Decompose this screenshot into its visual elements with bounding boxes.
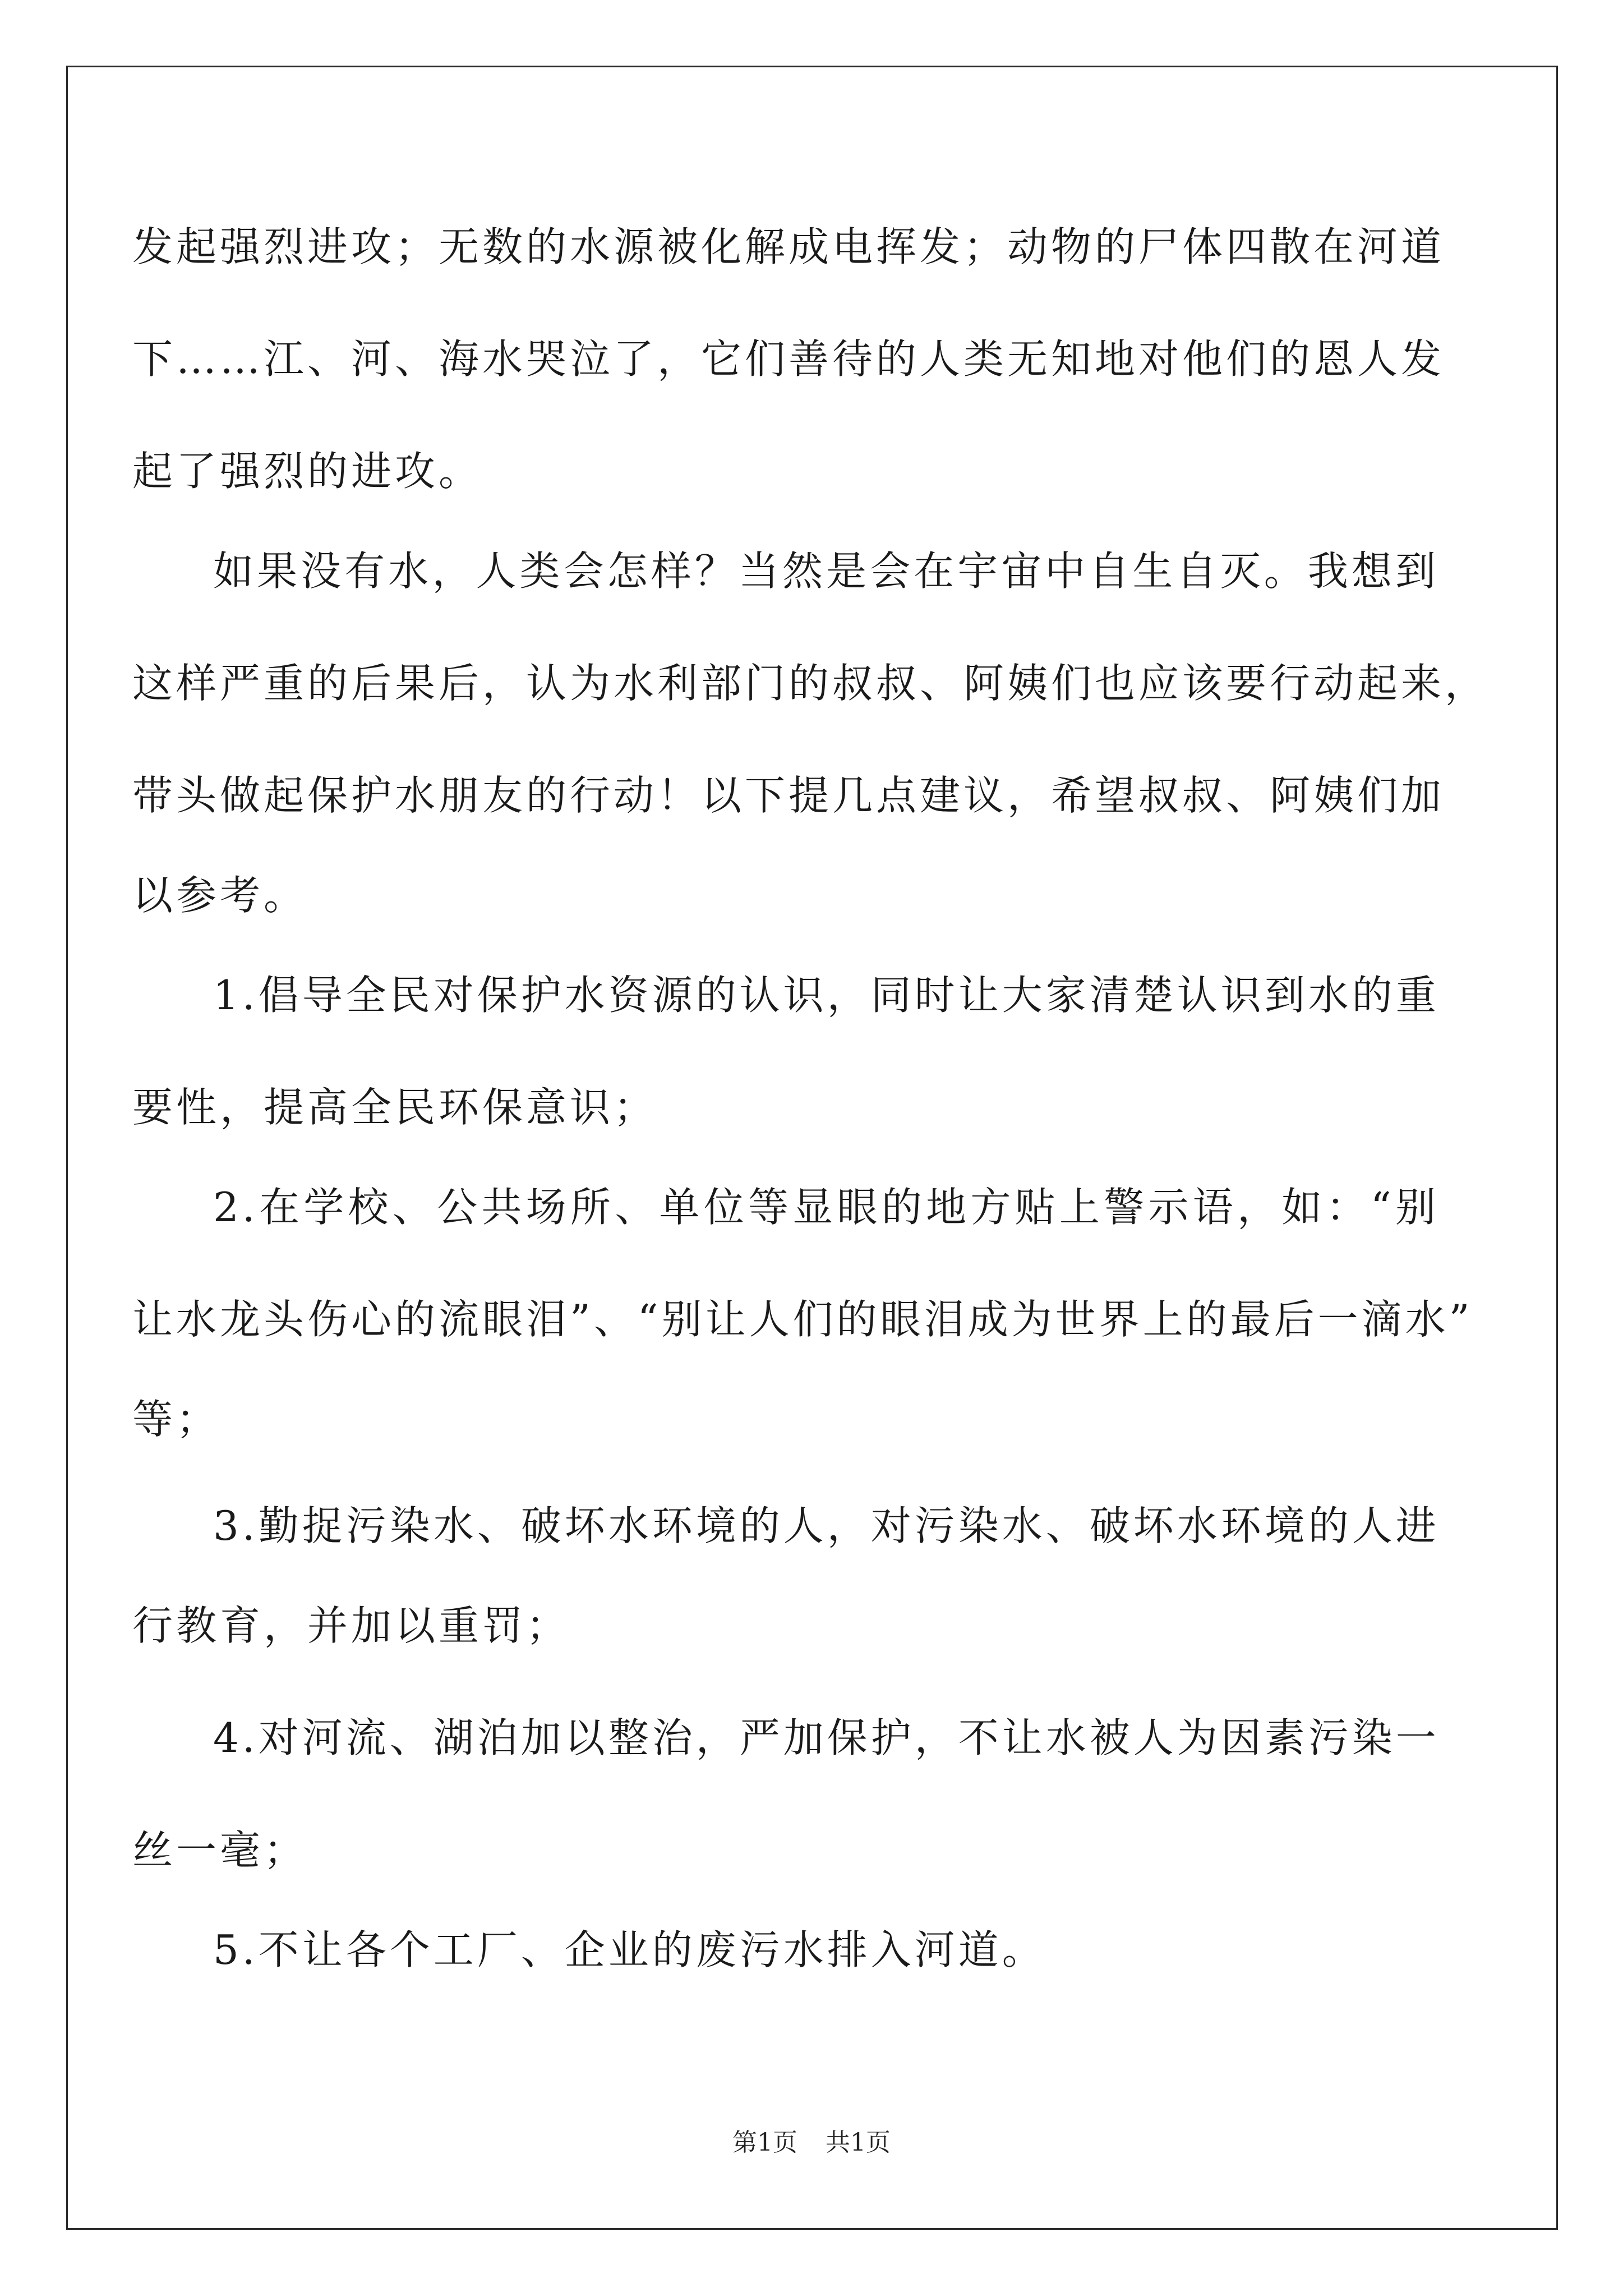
paragraph-line: 下……江、河、海水哭泣了，它们善待的人类无知地对他们的恩人发 — [132, 335, 1445, 383]
paragraph-line: 要性，提高全民环保意识； — [132, 1084, 658, 1131]
paragraph-line: 1.倡导全民对保护水资源的认识，同时让大家清楚认识到水的重 — [213, 972, 1440, 1019]
paragraph-line: 行教育，并加以重罚； — [132, 1602, 570, 1649]
paragraph-line: 带头做起保护水朋友的行动！以下提几点建议，希望叔叔、阿姨们加 — [132, 772, 1445, 819]
paragraph-line: 3.勤捉污染水、破坏水环境的人，对污染水、破坏水环境的人进 — [213, 1502, 1440, 1549]
paragraph-line: 让水龙头伤心的流眼泪”、“别让人们的眼泪成为世界上的最后一滴水” — [132, 1296, 1473, 1343]
paragraph-line: 发起强烈进攻；无数的水源被化解成电挥发；动物的尸体四散在河道 — [132, 223, 1445, 270]
paragraph-line: 5.不让各个工厂、企业的废污水排入河道。 — [213, 1926, 1046, 1973]
paragraph-line: 以参考。 — [132, 872, 308, 919]
page-total: 共1页 — [826, 2128, 891, 2157]
paragraph-line: 如果没有水，人类会怎样？当然是会在宇宙中自生自灭。我想到 — [213, 547, 1439, 595]
paragraph-line: 这样严重的后果后，认为水利部门的叔叔、阿姨们也应该要行动起来， — [132, 660, 1489, 707]
page-number: 第1页 — [732, 2128, 797, 2157]
page-footer — [0, 2126, 1623, 2160]
paragraph-line: 起了强烈的进攻。 — [132, 448, 483, 495]
paragraph-line: 等； — [132, 1396, 220, 1443]
page-border — [66, 66, 1558, 2230]
paragraph-line: 丝一毫； — [132, 1826, 308, 1874]
paragraph-line: 4.对河流、湖泊加以整治，严加保护，不让水被人为因素污染一 — [213, 1714, 1440, 1761]
paragraph-line: 2.在学校、公共场所、单位等显眼的地方贴上警示语，如：“别 — [213, 1184, 1439, 1231]
